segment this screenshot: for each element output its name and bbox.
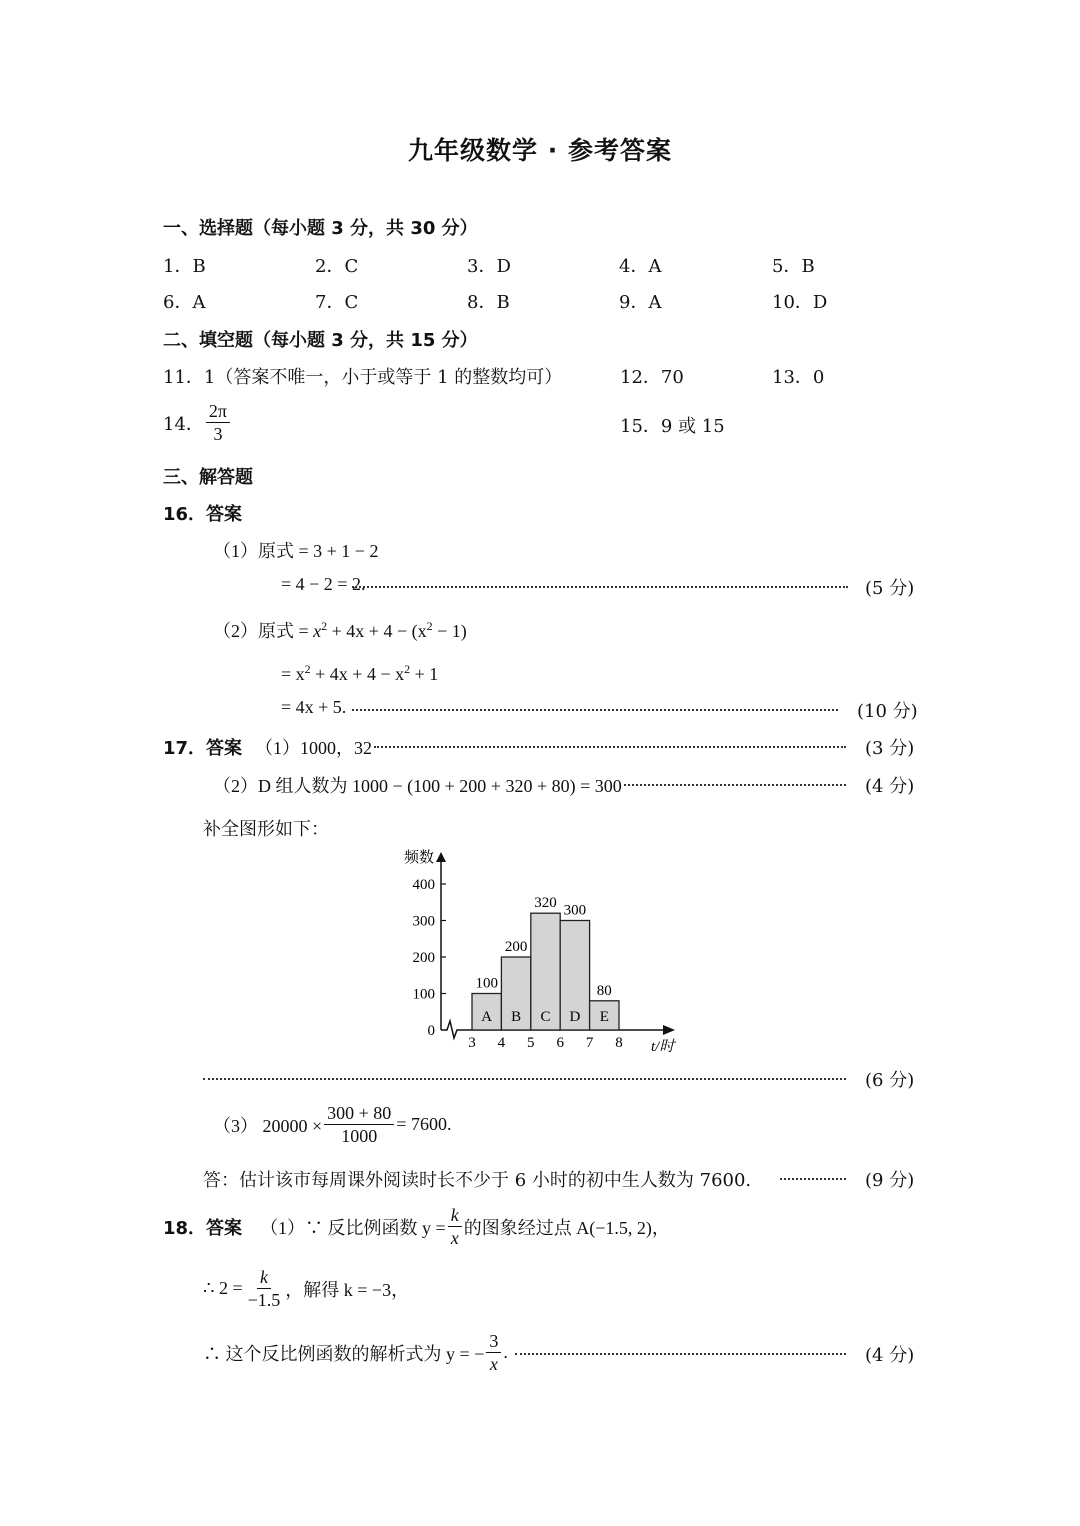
q16-part2-line2	[281, 662, 438, 685]
q18-part1-b: 的图象经过点 A(−1.5, 2)，	[463, 1217, 670, 1238]
x-tick-label: 6	[556, 1035, 564, 1051]
answer-14	[163, 400, 232, 445]
q16-part1-line1: （1）原式 = 3 + 1 − 2	[213, 541, 379, 561]
y-tick-label: 0	[427, 1023, 435, 1039]
x-tick-label: 5	[527, 1035, 535, 1051]
q18-part2-a: ∴ 2 =	[203, 1278, 243, 1298]
q16-exponent: 2	[426, 619, 433, 633]
answer-14-label: 14．	[163, 413, 204, 435]
q18-part3-fraction	[486, 1330, 501, 1375]
q18-part1-denominator: x	[450, 1228, 459, 1248]
bar-category-label: D	[569, 1009, 581, 1025]
q17-part1-score: (3 分)	[865, 738, 915, 759]
section-3-heading: 三、解答题	[163, 467, 253, 488]
bar-value-label: 80	[596, 982, 612, 999]
bar-value-label: 300	[563, 902, 587, 919]
q18-part3-score: (4 分)	[865, 1345, 915, 1366]
y-tick-label: 100	[412, 986, 435, 1003]
bar-value-label: 200	[504, 939, 528, 955]
answer-14-denominator: 3	[213, 424, 223, 444]
q16-exponent: 2	[321, 619, 328, 633]
page-title: 九年级数学 · 参考答案	[408, 136, 672, 165]
section-1-heading: 一、选择题（每小题 3 分，共 30 分）	[163, 218, 478, 239]
frequency-histogram	[395, 840, 695, 1060]
x-ticks	[468, 1035, 623, 1051]
answer-13: 13．0	[772, 367, 825, 388]
q17-figure-leader	[203, 1078, 846, 1080]
q17-part3-answer: 答：估计该市每周课外阅读时长不少于 6 小时的初中生人数为 7600.	[203, 1170, 752, 1191]
q17-part3-score: (9 分)	[865, 1170, 915, 1191]
q16-term-end: − 1)	[432, 621, 467, 641]
answer-10: 10．D	[772, 292, 828, 313]
q17-part3-fraction	[324, 1102, 394, 1147]
q18-part3-numerator: 3	[486, 1330, 501, 1353]
q18-part1-numerator: k	[448, 1204, 462, 1227]
q17-part1: （1）1000，32	[255, 738, 372, 758]
x-axis-label: t/时	[651, 1039, 675, 1055]
y-tick-label: 400	[412, 877, 435, 893]
x-axis-arrow	[663, 1025, 675, 1035]
q16-exponent: 2	[404, 662, 411, 676]
bar-category-label: C	[540, 1009, 551, 1025]
q16-part1-score: (5 分)	[865, 578, 915, 599]
answer-8: 8．B	[467, 292, 510, 313]
q17-label: 17．答案	[163, 738, 243, 759]
q18-line1	[163, 1204, 670, 1249]
q18-part2-numerator: k	[257, 1266, 271, 1289]
x-tick-label: 3	[468, 1035, 476, 1051]
x-tick-label: 7	[585, 1035, 594, 1051]
q18-part3-a: ∴ 这个反比例函数的解析式为 y = −	[203, 1343, 485, 1364]
section-2-heading: 二、填空题（每小题 3 分，共 15 分）	[163, 330, 478, 351]
q16-exponent: 2	[304, 662, 311, 676]
q17-part1-leader	[374, 746, 846, 748]
answer-6: 6．A	[163, 292, 206, 313]
q17-part3-numerator: 300 + 80	[324, 1102, 394, 1125]
x-tick-label: 4	[497, 1035, 506, 1051]
q18-line3	[203, 1330, 508, 1375]
q16-part1-leader	[352, 586, 848, 588]
answer-1: 1．B	[163, 256, 206, 277]
q16-part2-line3: = 4x + 5.	[281, 697, 347, 717]
q17-part2-score: (4 分)	[865, 776, 915, 797]
answer-11: 11．1（答案不唯一，小于或等于 1 的整数均可）	[163, 367, 563, 388]
q16-part2-line1	[213, 617, 467, 643]
q18-part1-fraction	[448, 1204, 462, 1249]
q17-part3-leader	[780, 1178, 846, 1180]
answer-9: 9．A	[619, 292, 662, 313]
q18-part3-denominator: x	[489, 1354, 498, 1374]
q18-part3-b: .	[503, 1342, 508, 1362]
q18-line2	[203, 1266, 409, 1311]
answer-2: 2．C	[315, 256, 359, 277]
q16-line2-c: + 1	[410, 664, 439, 684]
answer-5: 5．B	[772, 256, 815, 277]
q18-part2-b: ，解得 k = −3，	[285, 1279, 410, 1300]
q17-part3-suffix: = 7600.	[396, 1114, 452, 1134]
bar-category-label: B	[511, 1009, 522, 1025]
q17-part2-leader	[624, 784, 846, 786]
q18-part1-a: （1）∵ 反比例函数 y =	[260, 1217, 446, 1238]
q18-label: 18．答案	[163, 1217, 243, 1239]
q16-part2-leader	[352, 709, 838, 711]
answer-14-numerator: 2π	[206, 400, 230, 423]
q18-part3-leader	[515, 1353, 846, 1355]
y-tick-label: 200	[412, 950, 435, 966]
bars	[472, 895, 619, 1030]
q16-part1-line2: = 4 − 2 = 2.	[281, 574, 366, 594]
q17-part3	[213, 1102, 451, 1147]
y-axis-arrow	[436, 852, 446, 862]
q17-part3-denominator: 1000	[341, 1126, 378, 1146]
q16-line2-b: + 4x + 4 − x	[310, 664, 405, 684]
answer-4: 4．A	[619, 256, 662, 277]
q16-part2-score: (10 分)	[857, 701, 918, 722]
y-tick-label: 300	[412, 913, 435, 930]
q16-label: 16．答案	[163, 504, 243, 525]
q16-part2-prefix: （2）原式 =	[213, 621, 314, 641]
q16-term-x1: x	[313, 621, 322, 641]
q17-part2: （2）D 组人数为 1000 − (100 + 200 + 320 + 80) = 300	[213, 776, 622, 796]
q17-figure-intro: 补全图形如下：	[203, 819, 329, 840]
x-tick-label: 8	[615, 1035, 623, 1051]
q16-line2-a: = x	[281, 664, 305, 684]
q17-figure-score: (6 分)	[865, 1070, 915, 1091]
answer-12: 12．70	[620, 367, 684, 388]
bar-category-label: E	[599, 1009, 609, 1025]
bar-value-label: 320	[534, 895, 557, 912]
q18-part2-fraction	[245, 1266, 284, 1311]
q16-term-middle: + 4x + 4 − (x	[327, 621, 427, 641]
q18-part2-denominator: −1.5	[247, 1290, 281, 1310]
answer-15: 15．9 或 15	[620, 416, 725, 437]
bar-value-label: 100	[475, 975, 498, 992]
answer-3: 3．D	[467, 256, 511, 277]
answer-7: 7．C	[315, 292, 359, 313]
answer-14-fraction	[206, 400, 230, 445]
bar-category-label: A	[481, 1009, 493, 1025]
y-axis-label: 频数	[404, 848, 435, 866]
q17-part3-prefix: （3） 20000 ×	[213, 1115, 323, 1136]
